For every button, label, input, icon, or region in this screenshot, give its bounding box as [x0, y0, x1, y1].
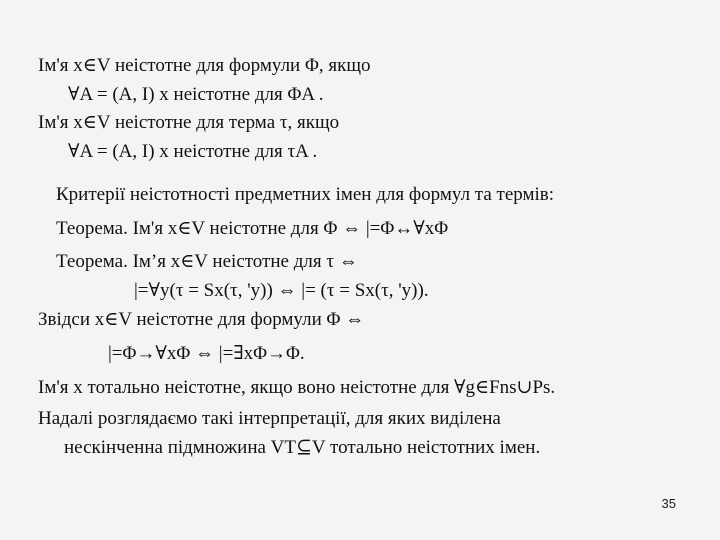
line-2: ∀A = (A, I) x неістотне для ΦA . [68, 84, 324, 105]
line-1: Ім'я x∈V неістотне для формули Φ, якщо [38, 55, 371, 76]
line-total: Ім'я x тотально неістотне, якщо воно неістотне для ∀g∈Fns∪Ps. [38, 377, 556, 398]
line-3: Ім'я x∈V неістотне для терма τ, якщо [38, 112, 340, 133]
theorem-1: Теорема. Ім'я x∈V неістотне для Φ ⇔ |=Φ↔∀xΦ [56, 218, 449, 239]
line-4: ∀A = (A, I) x неістотне для τA . [68, 141, 318, 162]
line-hence-formula: |=Φ→∀xΦ ⇔ |=∃xΦ→Φ. [108, 343, 305, 364]
line-hence: Звідси x∈V неістотне для формули Φ ⇔ [38, 309, 365, 330]
line-criteria: Критерії неістотності предметних імен для формул та термів: [56, 184, 555, 205]
page-number: 35 [661, 496, 676, 511]
theorem-2-formula: |=∀y(τ = Sx(τ, 'y)) ⇔ |= (τ = Sx(τ, 'y)). [134, 280, 429, 301]
line-further-2: нескінченна підмножина VT⊆V тотально неістотних імен. [64, 437, 541, 458]
theorem-2: Теорема. Ім’я x∈V неістотне для τ ⇔ [56, 251, 358, 272]
line-further: Надалі розглядаємо такі інтерпретації, для яких виділена [38, 408, 501, 429]
